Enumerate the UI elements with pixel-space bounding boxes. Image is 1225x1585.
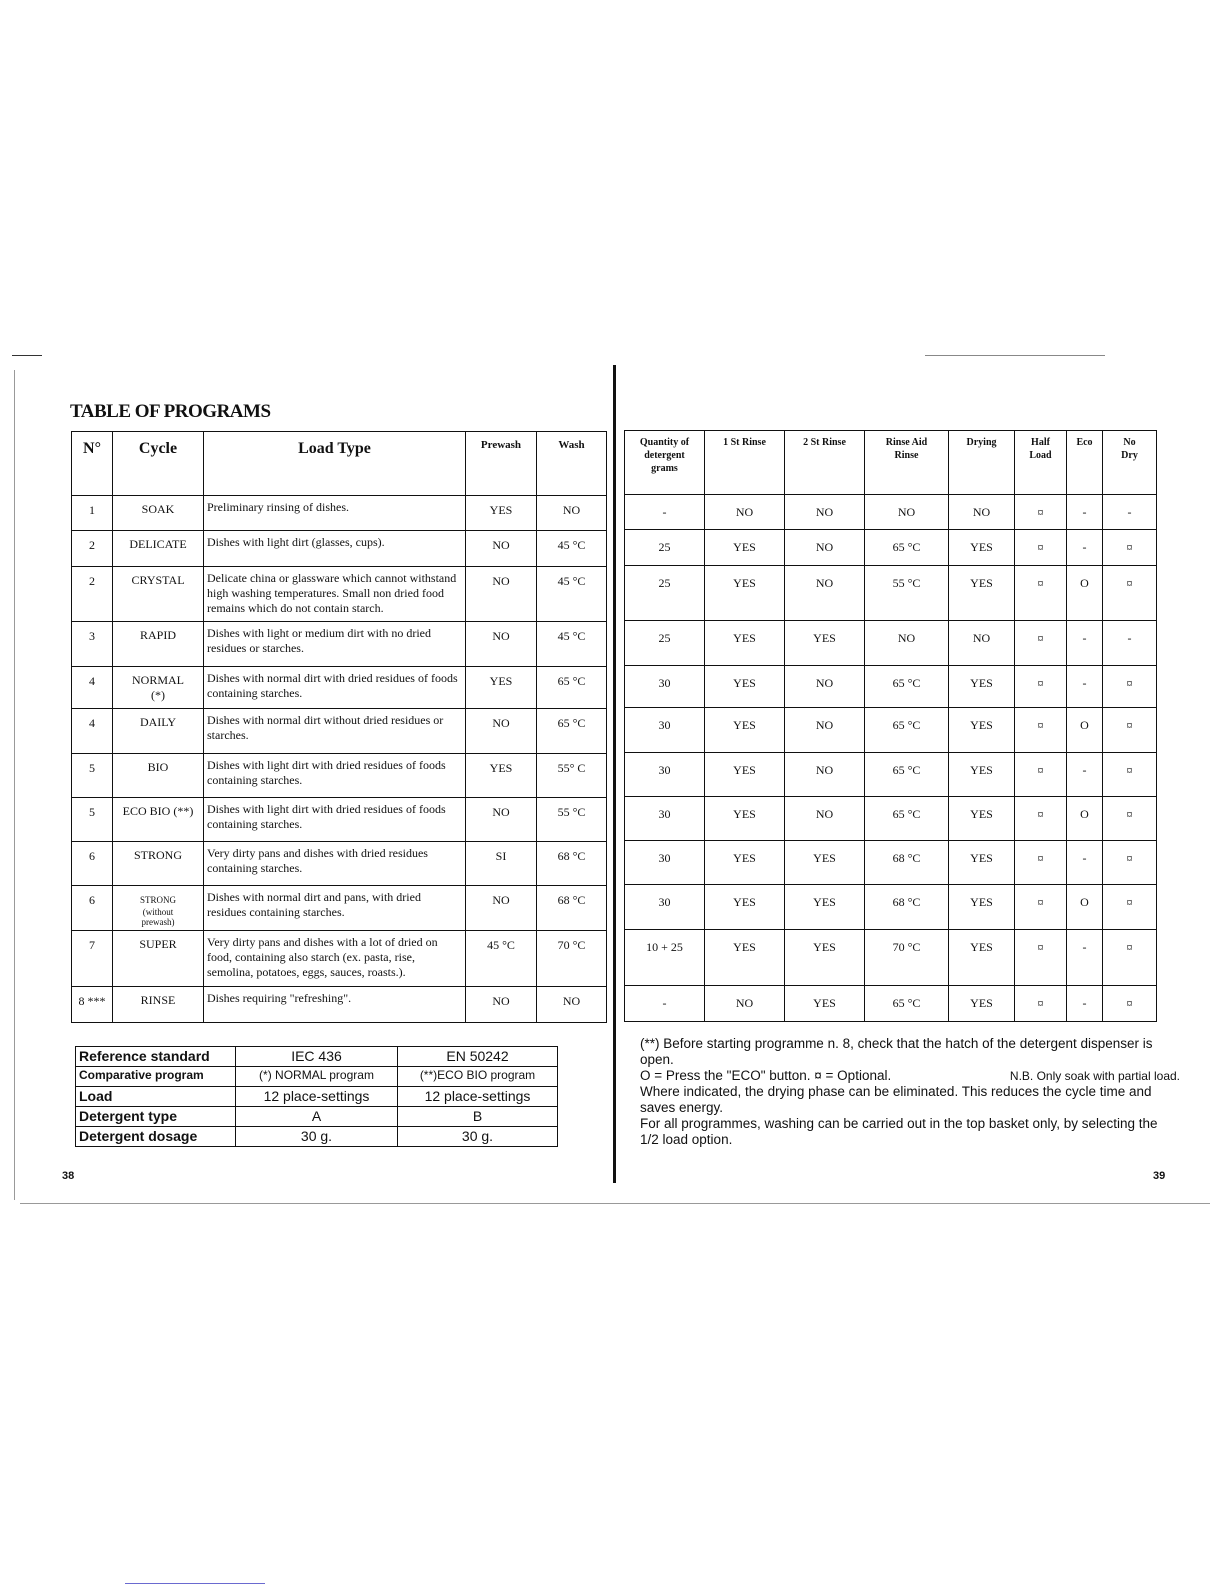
row-load: Preliminary rinsing of dishes. bbox=[204, 496, 466, 531]
header-load-type: Load Type bbox=[204, 432, 466, 496]
cell-eco: O bbox=[1067, 885, 1103, 930]
table-row bbox=[625, 753, 1157, 797]
cell-rinse1: YES bbox=[705, 930, 785, 986]
programs-table bbox=[71, 431, 607, 1023]
bottom-rule bbox=[20, 1203, 1210, 1204]
ref-value-a: 30 g. bbox=[236, 1127, 398, 1147]
ref-label: Reference standard bbox=[76, 1047, 236, 1067]
table-row bbox=[72, 842, 607, 886]
row-load: Dishes with normal dirt and pans, with dried residues containing starches. bbox=[204, 886, 466, 931]
cell-qty: 30 bbox=[625, 753, 705, 797]
ref-label: Load bbox=[76, 1087, 236, 1107]
cell-rinse2: NO bbox=[785, 797, 865, 841]
row-wash: 68 °C bbox=[537, 886, 607, 931]
table-row bbox=[625, 666, 1157, 708]
optional-symbol-icon: ¤ bbox=[1015, 930, 1067, 986]
header-2nd-rinse: 2 St Rinse bbox=[785, 431, 865, 495]
cell-rinse1: YES bbox=[705, 841, 785, 885]
cell-drying: YES bbox=[949, 666, 1015, 708]
row-load: Delicate china or glassware which cannot withstand high washing temperatures. Small non dried food remains which do not contain starch. bbox=[204, 567, 466, 622]
cell-qty: - bbox=[625, 495, 705, 530]
row-cycle: RINSE bbox=[113, 987, 204, 1023]
table-row bbox=[76, 1087, 558, 1107]
cycle-details-table bbox=[624, 430, 1157, 1022]
header-eco: Eco bbox=[1067, 431, 1103, 495]
cell-drying: YES bbox=[949, 841, 1015, 885]
cell-no-dry: - bbox=[1103, 495, 1157, 530]
details-header-row bbox=[625, 431, 1157, 495]
cell-rinse1: YES bbox=[705, 885, 785, 930]
row-cycle bbox=[113, 667, 204, 709]
reference-standard-table bbox=[75, 1046, 558, 1147]
row-wash: 45 °C bbox=[537, 531, 607, 567]
optional-symbol-icon: ¤ bbox=[1015, 495, 1067, 530]
cell-drying: YES bbox=[949, 885, 1015, 930]
ref-label: Detergent type bbox=[76, 1107, 236, 1127]
header-quantity-label: Quantity of detergent grams bbox=[639, 437, 690, 474]
row-prewash: YES bbox=[466, 754, 537, 798]
cell-rinse-aid: 65 °C bbox=[865, 986, 949, 1022]
programs-header-row bbox=[72, 432, 607, 496]
cell-rinse1: YES bbox=[705, 666, 785, 708]
optional-symbol-icon: ¤ bbox=[1015, 797, 1067, 841]
cell-qty: - bbox=[625, 986, 705, 1022]
table-row bbox=[72, 987, 607, 1023]
ref-value-b: EN 50242 bbox=[398, 1047, 558, 1067]
row-wash: 55° C bbox=[537, 754, 607, 798]
cell-drying: YES bbox=[949, 530, 1015, 566]
row-prewash: YES bbox=[466, 496, 537, 531]
row-cycle: SUPER bbox=[113, 931, 204, 987]
header-half-load bbox=[1015, 431, 1067, 495]
cell-qty: 30 bbox=[625, 885, 705, 930]
cell-rinse2: NO bbox=[785, 708, 865, 753]
cell-qty: 30 bbox=[625, 708, 705, 753]
table-row bbox=[72, 886, 607, 931]
header-wash: Wash bbox=[537, 432, 607, 496]
ref-value-a: IEC 436 bbox=[236, 1047, 398, 1067]
note-nb: N.B. Only soak with partial load. bbox=[1009, 1069, 1180, 1083]
row-load: Dishes with light dirt with dried residues of foods containing starches. bbox=[204, 798, 466, 842]
header-quantity bbox=[625, 431, 705, 495]
ref-value-b: 12 place-settings bbox=[398, 1087, 558, 1107]
table-row bbox=[76, 1067, 558, 1087]
cell-rinse1: YES bbox=[705, 621, 785, 666]
cell-eco: - bbox=[1067, 986, 1103, 1022]
row-prewash: NO bbox=[466, 567, 537, 622]
cell-qty: 30 bbox=[625, 797, 705, 841]
ref-value-a: 12 place-settings bbox=[236, 1087, 398, 1107]
row-prewash: SI bbox=[466, 842, 537, 886]
row-wash: 45 °C bbox=[537, 567, 607, 622]
row-cycle: BIO bbox=[113, 754, 204, 798]
cell-rinse2: NO bbox=[785, 566, 865, 621]
header-drying: Drying bbox=[949, 431, 1015, 495]
row-load: Dishes with normal dirt without dried residues or starches. bbox=[204, 709, 466, 754]
row-cycle-name: NORMAL bbox=[131, 673, 184, 687]
row-no: 3 bbox=[72, 622, 113, 667]
optional-symbol-icon: ¤ bbox=[1015, 885, 1067, 930]
note-legend bbox=[640, 1068, 1180, 1084]
cell-rinse1: NO bbox=[705, 495, 785, 530]
table-row bbox=[72, 531, 607, 567]
cell-rinse1: YES bbox=[705, 753, 785, 797]
cell-eco: - bbox=[1067, 495, 1103, 530]
cell-no-dry: ¤ bbox=[1103, 986, 1157, 1022]
header-cycle: Cycle bbox=[113, 432, 204, 496]
cell-rinse2: YES bbox=[785, 841, 865, 885]
cell-no-dry: ¤ bbox=[1103, 566, 1157, 621]
table-row bbox=[625, 986, 1157, 1022]
cell-eco: - bbox=[1067, 621, 1103, 666]
table-row bbox=[72, 931, 607, 987]
row-cycle: SOAK bbox=[113, 496, 204, 531]
table-row bbox=[72, 567, 607, 622]
cell-rinse-aid: 65 °C bbox=[865, 797, 949, 841]
cell-drying: YES bbox=[949, 753, 1015, 797]
cell-qty: 10 + 25 bbox=[625, 930, 705, 986]
table-row bbox=[625, 621, 1157, 666]
cell-eco: - bbox=[1067, 753, 1103, 797]
cell-rinse-aid: 68 °C bbox=[865, 885, 949, 930]
row-wash: 55 °C bbox=[537, 798, 607, 842]
optional-symbol-icon: ¤ bbox=[1015, 841, 1067, 885]
row-load: Dishes with normal dirt with dried residues of foods containing starches. bbox=[204, 667, 466, 709]
row-no: 5 bbox=[72, 798, 113, 842]
row-no: 7 bbox=[72, 931, 113, 987]
table-row bbox=[76, 1127, 558, 1147]
row-no: 1 bbox=[72, 496, 113, 531]
row-prewash: NO bbox=[466, 798, 537, 842]
top-rule-right bbox=[925, 355, 1105, 356]
cell-rinse1: YES bbox=[705, 566, 785, 621]
row-prewash: 45 °C bbox=[466, 931, 537, 987]
cell-rinse1: NO bbox=[705, 986, 785, 1022]
optional-symbol-icon: ¤ bbox=[1015, 753, 1067, 797]
table-row bbox=[72, 622, 607, 667]
header-no-dry bbox=[1103, 431, 1157, 495]
cell-rinse1: YES bbox=[705, 797, 785, 841]
ref-label: Comparative program bbox=[76, 1067, 236, 1087]
row-load: Very dirty pans and dishes with a lot of dried on food, containing also starch (ex. pasta, rise, semolina, potatoes, eggs, sauces, roasts.). bbox=[204, 931, 466, 987]
table-row bbox=[72, 496, 607, 531]
cell-no-dry: ¤ bbox=[1103, 797, 1157, 841]
cell-rinse-aid: NO bbox=[865, 495, 949, 530]
cell-drying: YES bbox=[949, 708, 1015, 753]
center-binding-line bbox=[613, 365, 616, 1183]
cell-drying: NO bbox=[949, 495, 1015, 530]
row-prewash: NO bbox=[466, 709, 537, 754]
optional-symbol-icon: ¤ bbox=[1015, 666, 1067, 708]
row-prewash: NO bbox=[466, 886, 537, 931]
row-cycle: RAPID bbox=[113, 622, 204, 667]
row-prewash: NO bbox=[466, 987, 537, 1023]
row-wash: 45 °C bbox=[537, 622, 607, 667]
header-rinse-aid-label: Rinse Aid Rinse bbox=[885, 437, 928, 461]
ref-value-b: (**)ECO BIO program bbox=[398, 1067, 558, 1087]
row-wash: 65 °C bbox=[537, 709, 607, 754]
cell-rinse-aid: 65 °C bbox=[865, 666, 949, 708]
row-prewash: NO bbox=[466, 531, 537, 567]
cell-qty: 25 bbox=[625, 621, 705, 666]
row-load: Dishes with light or medium dirt with no dried residues or starches. bbox=[204, 622, 466, 667]
header-1st-rinse: 1 St Rinse bbox=[705, 431, 785, 495]
cell-rinse-aid: 65 °C bbox=[865, 530, 949, 566]
cell-no-dry: - bbox=[1103, 621, 1157, 666]
table-row bbox=[76, 1047, 558, 1067]
table-row bbox=[72, 709, 607, 754]
top-rule-left bbox=[12, 355, 42, 356]
table-row bbox=[625, 797, 1157, 841]
cell-no-dry: ¤ bbox=[1103, 930, 1157, 986]
cell-eco: - bbox=[1067, 930, 1103, 986]
table-row bbox=[72, 667, 607, 709]
header-no-dry-label: No Dry bbox=[1121, 437, 1138, 461]
cell-rinse-aid: 55 °C bbox=[865, 566, 949, 621]
optional-symbol-icon: ¤ bbox=[1015, 530, 1067, 566]
row-load: Very dirty pans and dishes with dried residues containing starches. bbox=[204, 842, 466, 886]
cell-rinse-aid: NO bbox=[865, 621, 949, 666]
table-row bbox=[625, 530, 1157, 566]
row-no: 2 bbox=[72, 567, 113, 622]
cell-eco: O bbox=[1067, 708, 1103, 753]
header-prewash: Prewash bbox=[466, 432, 537, 496]
cell-qty: 30 bbox=[625, 841, 705, 885]
cell-rinse1: YES bbox=[705, 708, 785, 753]
note-drying: Where indicated, the drying phase can be eliminated. This reduces the cycle time and saves energy. bbox=[640, 1084, 1152, 1115]
cell-eco: - bbox=[1067, 841, 1103, 885]
row-no: 4 bbox=[72, 709, 113, 754]
cell-drying: NO bbox=[949, 621, 1015, 666]
row-no: 6 bbox=[72, 842, 113, 886]
cell-no-dry: ¤ bbox=[1103, 841, 1157, 885]
row-cycle bbox=[113, 886, 204, 931]
row-cycle-note: (without prewash) bbox=[141, 907, 175, 927]
cell-rinse1: YES bbox=[705, 530, 785, 566]
table-row bbox=[625, 566, 1157, 621]
optional-symbol-icon: ¤ bbox=[1015, 986, 1067, 1022]
cell-eco: O bbox=[1067, 797, 1103, 841]
cell-rinse2: NO bbox=[785, 666, 865, 708]
cell-no-dry: ¤ bbox=[1103, 708, 1157, 753]
row-wash: 68 °C bbox=[537, 842, 607, 886]
ref-value-a: (*) NORMAL program bbox=[236, 1067, 398, 1087]
cell-rinse2: YES bbox=[785, 930, 865, 986]
row-wash: NO bbox=[537, 496, 607, 531]
cell-drying: YES bbox=[949, 930, 1015, 986]
row-no: 4 bbox=[72, 667, 113, 709]
row-wash: 70 °C bbox=[537, 931, 607, 987]
row-cycle: DAILY bbox=[113, 709, 204, 754]
cell-rinse-aid: 70 °C bbox=[865, 930, 949, 986]
optional-symbol-icon: ¤ bbox=[1015, 708, 1067, 753]
table-row bbox=[625, 495, 1157, 530]
cell-eco: - bbox=[1067, 666, 1103, 708]
bottom-link-line bbox=[125, 1583, 265, 1584]
row-no: 6 bbox=[72, 886, 113, 931]
cell-rinse2: NO bbox=[785, 495, 865, 530]
cell-rinse2: NO bbox=[785, 530, 865, 566]
row-prewash: NO bbox=[466, 622, 537, 667]
cell-drying: YES bbox=[949, 797, 1015, 841]
page-number-left: 38 bbox=[62, 1170, 75, 1182]
page-number-right: 39 bbox=[1153, 1170, 1166, 1182]
cell-no-dry: ¤ bbox=[1103, 666, 1157, 708]
table-row bbox=[76, 1107, 558, 1127]
ref-value-a: A bbox=[236, 1107, 398, 1127]
table-row bbox=[72, 798, 607, 842]
cell-drying: YES bbox=[949, 566, 1015, 621]
row-wash: 65 °C bbox=[537, 667, 607, 709]
cell-eco: O bbox=[1067, 566, 1103, 621]
ref-label: Detergent dosage bbox=[76, 1127, 236, 1147]
ref-value-b: 30 g. bbox=[398, 1127, 558, 1147]
ref-value-b: B bbox=[398, 1107, 558, 1127]
notes-section bbox=[640, 1036, 1180, 1148]
table-row bbox=[625, 841, 1157, 885]
cell-rinse2: YES bbox=[785, 885, 865, 930]
cell-no-dry: ¤ bbox=[1103, 753, 1157, 797]
header-half-load-label: Half Load bbox=[1029, 437, 1052, 461]
optional-symbol-icon: ¤ bbox=[1015, 621, 1067, 666]
row-cycle-note: (*) bbox=[151, 688, 165, 702]
row-cycle: ECO BIO (**) bbox=[113, 798, 204, 842]
row-cycle-name: STRONG bbox=[139, 895, 176, 905]
header-no: N° bbox=[72, 432, 113, 496]
cell-rinse-aid: 68 °C bbox=[865, 841, 949, 885]
row-load: Dishes with light dirt (glasses, cups). bbox=[204, 531, 466, 567]
row-no: 2 bbox=[72, 531, 113, 567]
cell-drying: YES bbox=[949, 986, 1015, 1022]
cell-eco: - bbox=[1067, 530, 1103, 566]
row-cycle: STRONG bbox=[113, 842, 204, 886]
table-row bbox=[625, 930, 1157, 986]
row-no: 8 *** bbox=[72, 987, 113, 1023]
cell-no-dry: ¤ bbox=[1103, 530, 1157, 566]
cell-no-dry: ¤ bbox=[1103, 885, 1157, 930]
note-half-load: For all programmes, washing can be carried out in the top basket only, by selecting the 1/2 load option. bbox=[640, 1116, 1158, 1147]
cell-rinse-aid: 65 °C bbox=[865, 708, 949, 753]
cell-qty: 25 bbox=[625, 566, 705, 621]
row-cycle: CRYSTAL bbox=[113, 567, 204, 622]
note-legend-symbols: O = Press the "ECO" button. ¤ = Optional. bbox=[640, 1068, 892, 1083]
note-hatch: (**) Before starting programme n. 8, check that the hatch of the detergent dispenser is open. bbox=[640, 1036, 1153, 1067]
optional-symbol-icon: ¤ bbox=[1015, 566, 1067, 621]
left-margin-line bbox=[14, 370, 15, 1200]
page-title: TABLE OF PROGRAMS bbox=[70, 401, 271, 422]
cell-qty: 25 bbox=[625, 530, 705, 566]
header-rinse-aid bbox=[865, 431, 949, 495]
cell-rinse2: YES bbox=[785, 621, 865, 666]
row-wash: NO bbox=[537, 987, 607, 1023]
row-no: 5 bbox=[72, 754, 113, 798]
row-load: Dishes with light dirt with dried residues of foods containing starches. bbox=[204, 754, 466, 798]
table-row bbox=[625, 708, 1157, 753]
cell-rinse2: YES bbox=[785, 986, 865, 1022]
row-cycle: DELICATE bbox=[113, 531, 204, 567]
cell-qty: 30 bbox=[625, 666, 705, 708]
table-row bbox=[625, 885, 1157, 930]
row-load: Dishes requiring "refreshing". bbox=[204, 987, 466, 1023]
table-row bbox=[72, 754, 607, 798]
cell-rinse-aid: 65 °C bbox=[865, 753, 949, 797]
cell-rinse2: NO bbox=[785, 753, 865, 797]
row-prewash: YES bbox=[466, 667, 537, 709]
